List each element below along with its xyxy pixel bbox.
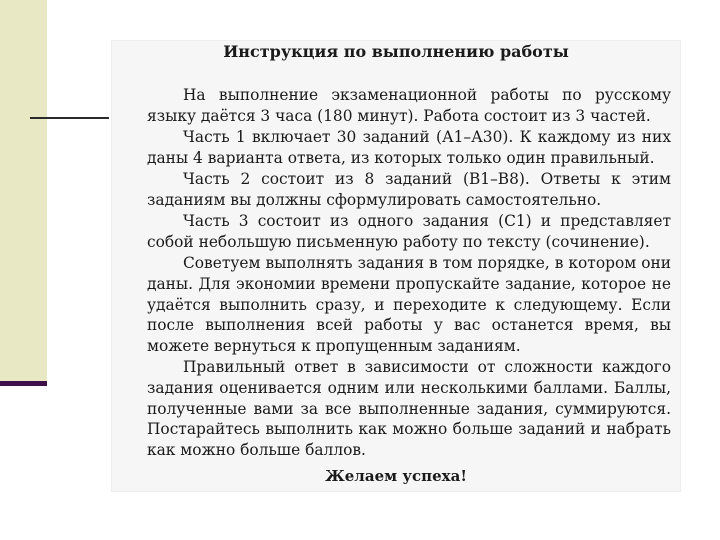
paragraph-advice: Советуем выполнять задания в том порядке, в котором они даны. Для экономии времени пропускайте задание, которое не удаётся выполнить сразу, и переходите к следующему. Если после выполнения всей работы у вас останется время, вы можете вернуться к пропущенным заданиям.: [147, 254, 671, 356]
slide-accent-bar: [0, 381, 47, 386]
slide-side-band: [0, 0, 47, 383]
paragraph-part-1: Часть 1 включает 30 заданий (А1–А30). К каждому из них даны 4 варианта ответа, из которых только один правильный.: [147, 128, 671, 167]
paragraph-scoring: Правильный ответ в зависимости от сложности каждого задания оценивается одним или несколькими баллами. Баллы, полученные вами за все выполненные задания, суммируются. Постарайтесь выполнить как можно больше заданий и набрать как можно больше баллов.: [147, 358, 671, 460]
paragraph-part-2: Часть 2 состоит из 8 заданий (В1–В8). Ответы к этим заданиям вы должны сформулировать самостоятельно.: [147, 170, 671, 209]
paragraph-part-3: Часть 3 состоит из одного задания (С1) и представляет собой небольшую письменную работу по тексту (сочинение).: [147, 212, 671, 251]
closing-wish: Желаем успеха!: [325, 467, 467, 485]
paragraph-duration: На выполнение экзаменационной работы по русскому языку даётся 3 часа (180 минут). Работа состоит из 3 частей.: [147, 86, 671, 125]
document-title: Инструкция по выполнению работы: [223, 42, 569, 61]
slide-rule-line: [30, 117, 109, 119]
scanned-document: [111, 40, 681, 492]
